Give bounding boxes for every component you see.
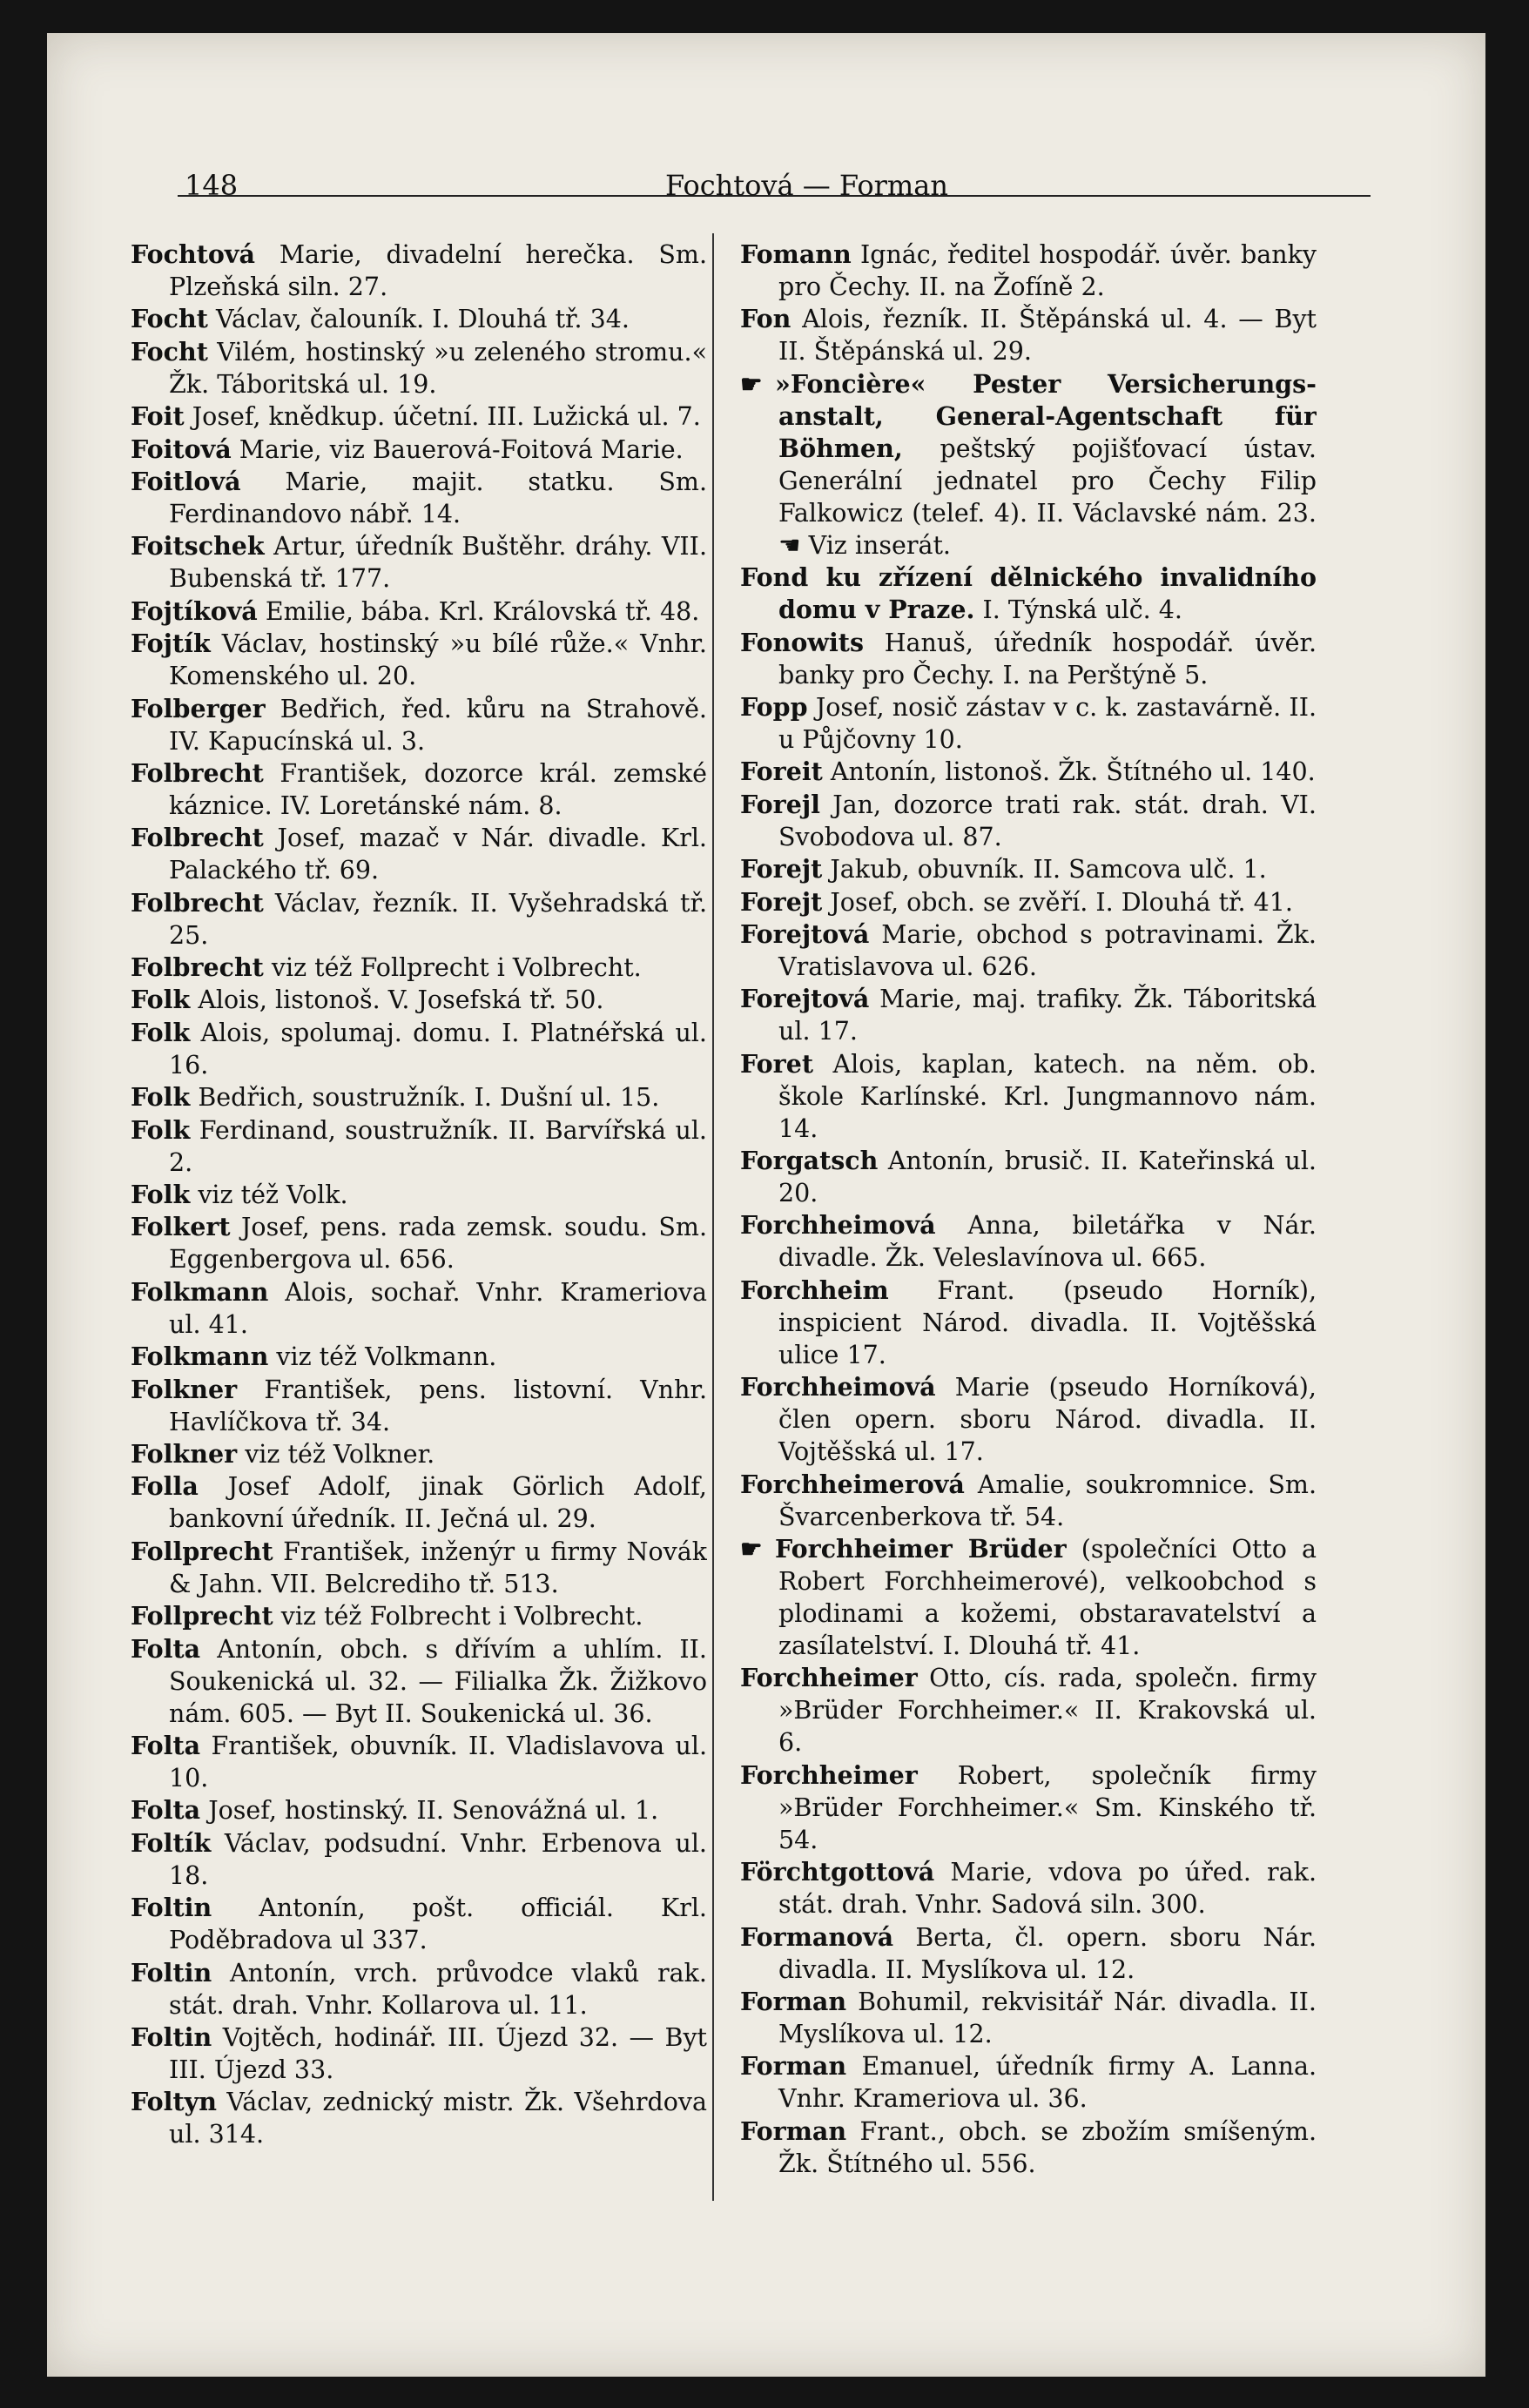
directory-entry (131, 239, 707, 303)
entry-details: Václav, zednický mistr. Žk. Všehrdova ul. 314. (169, 2088, 707, 2149)
directory-entry (131, 1114, 707, 1179)
directory-entry (740, 853, 1317, 885)
entry-name: Formanová (740, 1921, 894, 1952)
entry-name: Fojtík (131, 629, 211, 659)
directory-entry (131, 1081, 707, 1113)
directory-entry (740, 1371, 1317, 1468)
entry-name: Fojtíková (131, 595, 258, 626)
entry-name: Focht (131, 336, 208, 367)
running-header (178, 143, 1371, 202)
entry-details: Emanuel, úředník firmy A. Lanna. Vnhr. Krameriova ul. 36. (778, 2052, 1317, 2114)
directory-entry (131, 1211, 707, 1275)
entry-name: Forman (740, 1986, 847, 2016)
directory-entry (740, 1662, 1317, 1759)
entry-name: Folk (131, 1180, 191, 1210)
entry-name: Foltin (131, 1893, 212, 1923)
column-divider (712, 233, 714, 2201)
entry-details: Marie, vdova po úřed. rak. stát. drah. Vnhr. Sadová siln. 300. (778, 1858, 1317, 1920)
entry-details: Bedřich, soustružník. I. Dušní ul. 15. (198, 1083, 660, 1113)
entry-name: Follprecht (131, 1536, 273, 1566)
entry-name: Folkmann (131, 1342, 269, 1372)
entry-details: Marie, majit. statku. Sm. Ferdinandovo nábř. 14. (169, 467, 707, 528)
entry-name: Follprecht (131, 1601, 273, 1631)
entry-name: Fopp (740, 691, 808, 722)
entry-name: Folta (131, 1795, 201, 1826)
entry-details: viz též Follprecht i Volbrecht. (271, 953, 642, 983)
entry-details: Josef, nosič zástav v c. k. zastavárně. II. u Půjčovny 10. (778, 692, 1317, 754)
page-number: 148 (185, 169, 239, 202)
entry-name: Forejl (740, 789, 820, 819)
directory-entry (740, 691, 1317, 756)
entry-name: Folta (131, 1633, 201, 1664)
entry-details: Josef Adolf, jinak Görlich Adolf, bankovní úředník. II. Ječná ul. 29. (169, 1472, 707, 1534)
directory-entry (131, 1730, 707, 1794)
entry-details: Alois, spolumaj. domu. I. Platnéřská ul. 16. (169, 1018, 707, 1080)
directory-entry (131, 1827, 707, 1892)
entry-name: Forejt (740, 886, 823, 917)
directory-entry (131, 336, 707, 400)
entry-name: Folk (131, 1017, 191, 1047)
directory-entry (740, 1986, 1317, 2050)
entry-name: Forejtová (740, 918, 870, 949)
entry-name: Folkner (131, 1374, 238, 1404)
entry-name: Folkert (131, 1212, 231, 1242)
entry-details: Václav, řezník. II. Vyšehradská tř. 25. (169, 888, 707, 950)
directory-entry (740, 789, 1317, 853)
entry-name: Fomann (740, 239, 852, 269)
directory-entry (740, 2050, 1317, 2115)
entry-details: František, dozorce král. zemské káznice. IV. Loretánské nám. 8. (169, 758, 707, 820)
entry-details: Vilém, hostinský »u zeleného stromu.« Žk. Táboritská ul. 19. (169, 337, 707, 399)
entry-name: Foitschek (131, 531, 265, 562)
directory-entry (131, 1374, 707, 1438)
entry-name: Foret (740, 1048, 813, 1079)
running-title: Fochtová — Forman (665, 169, 948, 202)
entry-name: Folkner (131, 1438, 238, 1469)
directory-entry (740, 756, 1317, 788)
directory-entry (740, 983, 1317, 1047)
directory-entry (131, 757, 707, 822)
directory-entry (131, 1276, 707, 1341)
entry-details: viz též Volkmann. (276, 1342, 497, 1372)
directory-entry (131, 1600, 707, 1632)
entry-details: Robert, společník firmy »Brüder Forchheimer.« Sm. Kinského tř. 54. (778, 1760, 1317, 1854)
entry-details: Otto, cís. rada, společn. firmy »Brüder Forchheimer.« II. Krakovská ul. 6. (778, 1664, 1317, 1758)
directory-entry (740, 368, 1317, 562)
entry-details: Emilie, bába. Krl. Královská tř. 48. (265, 596, 700, 626)
directory-entry (131, 1341, 707, 1373)
entry-details: Alois, řezník. II. Štěpánská ul. 4. — Byt II. Štěpánská ul. 29. (778, 305, 1317, 367)
directory-entry (131, 1438, 707, 1470)
directory-entry (131, 822, 707, 886)
entry-details: viz též Folbrecht i Volbrecht. (280, 1602, 643, 1631)
entry-details: František, pens. listovní. Vnhr. Havlíčkova tř. 34. (169, 1375, 707, 1436)
directory-entry (740, 1048, 1317, 1145)
entry-name: Folbrecht (131, 887, 264, 918)
directory-entry (740, 886, 1317, 918)
directory-entry (740, 303, 1317, 367)
directory-entry (740, 1856, 1317, 1920)
entry-details: Marie, maj. trafiky. Žk. Táboritská ul. 17. (778, 985, 1317, 1046)
directory-entry (131, 1957, 707, 2021)
entry-details: Václav, čalouník. I. Dlouhá tř. 34. (216, 305, 630, 334)
entry-details: Marie, divadelní herečka. Sm. Plzeňská siln. 27. (169, 240, 707, 301)
directory-entry (131, 887, 707, 952)
entry-details: Alois, kaplan, katech. na něm. ob. škole Karlínské. Krl. Jungmannovo nám. 14. (778, 1049, 1317, 1143)
entry-name: Folk (131, 985, 191, 1015)
entry-details: Josef, knědkup. účetní. III. Lužická ul. 7. (192, 402, 701, 432)
entry-name: Fochtová (131, 239, 255, 269)
entry-name: Fond ku zřízení dělnického invalidního domu v Praze. (740, 562, 1317, 625)
entry-name: Folkmann (131, 1276, 269, 1307)
entry-details: Bohumil, rekvisitář Nár. divadla. II. Myslíkova ul. 12. (778, 1987, 1317, 2048)
entry-name: Foltyn (131, 2087, 217, 2117)
entry-name: Förchtgottová (740, 1857, 935, 1887)
entry-name: Folk (131, 1114, 191, 1145)
entry-details: Alois, sochař. Vnhr. Krameriova ul. 41. (169, 1277, 707, 1339)
pointing-hand-icon: ☛ (740, 1534, 763, 1564)
directory-entry (131, 466, 707, 530)
entry-name: Folberger (131, 693, 266, 723)
directory-entry (131, 1633, 707, 1730)
entry-details: Bedřich, řed. kůru na Strahově. IV. Kapucínská ul. 3. (169, 694, 707, 756)
entry-name: Foltík (131, 1827, 212, 1858)
entry-details: Artur, úředník Buštěhr. dráhy. VII. Bubenská tř. 177. (169, 532, 707, 594)
entry-name: Folta (131, 1730, 201, 1760)
directory-entry (131, 1017, 707, 1081)
left-column (131, 239, 707, 2241)
entry-details: Anna, biletářka v Nár. divadle. Žk. Veleslavínova ul. 665. (778, 1211, 1317, 1273)
entry-details: Josef, pens. rada zemsk. soudu. Sm. Eggenbergova ul. 656. (169, 1213, 707, 1275)
entry-details: Antonín, brusič. II. Kateřinská ul. 20. (778, 1147, 1317, 1208)
entry-details: Amalie, soukromnice. Sm. Švarcenberkova tř. 54. (778, 1470, 1317, 1531)
entry-details: Berta, čl. opern. sboru Nár. divadla. II. Myslíkova ul. 12. (778, 1922, 1317, 1984)
directory-entry (740, 1469, 1317, 1533)
entry-name: Forchheimer (740, 1663, 918, 1693)
entry-name: Forman (740, 2051, 847, 2082)
entry-details: Frant., obch. se zbožím smíšeným. Žk. Štítného ul. 556. (778, 2116, 1317, 2178)
entry-name: Foitová (131, 434, 232, 464)
entry-details: František, inženýr u firmy Novák & Jahn. VII. Belcrediho tř. 513. (169, 1537, 707, 1598)
entry-details: Antonín, vrch. průvodce vlaků rak. stát. drah. Vnhr. Kollarova ul. 11. (169, 1958, 707, 2020)
directory-entry (740, 627, 1317, 691)
entry-details: I. Týnská ulč. 4. (982, 595, 1182, 625)
entry-details: Frant. (pseudo Horník), inspicient Národ. divadla. II. Vojtěšská ulice 17. (778, 1275, 1317, 1369)
entry-details: Antonín, listonoš. Žk. Štítného ul. 140. (830, 757, 1316, 787)
entry-name: Folbrecht (131, 823, 264, 853)
directory-entry (131, 1536, 707, 1600)
entry-name: Folk (131, 1082, 191, 1113)
entry-name: Forchheimer (740, 1759, 918, 1790)
entry-details: (společníci Otto a Robert Forchheimerové), velkoobchod s plodinami a kožemi, obstaravatelství a zasílatelství. I. Dlouhá tř. 41. (778, 1535, 1317, 1661)
entry-name: Folbrecht (131, 952, 264, 983)
entry-details: Marie, viz Bauerová-Foitová Marie. (239, 434, 684, 464)
entry-name: Fon (740, 304, 791, 334)
entry-name: Forejtová (740, 984, 870, 1014)
entry-name: Forman (740, 2115, 847, 2146)
directory-entry (131, 595, 707, 628)
entry-details: Ignác, ředitel hospodář. úvěr. banky pro Čechy. II. na Žofíně 2. (778, 240, 1317, 301)
entry-details: Alois, listonoš. V. Josefská tř. 50. (198, 985, 604, 1015)
directory-entry (131, 303, 707, 335)
entry-details: Václav, hostinský »u bílé růže.« Vnhr. Komenského ul. 20. (169, 629, 707, 691)
right-column (740, 239, 1317, 2241)
entry-name: Fonowits (740, 627, 864, 657)
entry-details: Josef, obch. se zvěří. I. Dlouhá tř. 41. (830, 887, 1293, 917)
entry-details: Hanuš, úředník hospodář. úvěr. banky pro Čechy. I. na Perštýně 5. (778, 628, 1317, 689)
directory-entry (131, 952, 707, 984)
entry-details: peštský pojišťovací ústav. Generální jednatel pro Čechy Filip Falkowicz (telef. 4). II. Václavské nám. 23. ☚ Viz inserát. (778, 434, 1317, 560)
directory-entry (131, 1470, 707, 1535)
directory-entry (740, 918, 1317, 983)
directory-entry (131, 1794, 707, 1826)
directory-entry (740, 1921, 1317, 1986)
directory-entry (740, 1145, 1317, 1209)
entry-details: Jakub, obuvník. II. Samcova ulč. 1. (830, 855, 1267, 885)
entry-name: Forchheimer Brüder (775, 1534, 1067, 1564)
directory-entry (131, 1892, 707, 1956)
entry-details: František, obuvník. II. Vladislavova ul. 10. (169, 1731, 707, 1793)
entry-details: viz též Volk. (198, 1180, 348, 1210)
directory-entry (131, 400, 707, 433)
entry-name: Forejt (740, 854, 823, 885)
entry-name: Folla (131, 1471, 199, 1502)
entry-details: Antonín, pošt. officiál. Krl. Poděbradova ul 337. (169, 1893, 707, 1955)
entry-details: Josef, mazač v Nár. divadle. Krl. Palackého tř. 69. (169, 824, 707, 885)
entry-details: Antonín, obch. s dřívím a uhlím. II. Soukenická ul. 32. — Filialka Žk. Žižkovo nám. 605. — Byt II. Soukenická ul. 36. (169, 1634, 707, 1728)
directory-entry (131, 984, 707, 1016)
directory-entry (131, 2086, 707, 2150)
entry-name: Forgatsch (740, 1146, 879, 1176)
directory-entry (131, 693, 707, 757)
directory-entry (131, 434, 707, 466)
entry-details: Ferdinand, soustružník. II. Barvířská ul. 2. (169, 1115, 707, 1177)
entry-details: Marie (pseudo Horníková), člen opern. sboru Národ. divadla. II. Vojtěšská ul. 17. (778, 1373, 1317, 1467)
entry-details: Jan, dozorce trati rak. stát. drah. VI. Svobodova ul. 87. (778, 790, 1317, 851)
directory-entry (740, 1759, 1317, 1856)
directory-entry (740, 1533, 1317, 1662)
entry-name: Forchheimerová (740, 1469, 965, 1499)
entry-name: Foit (131, 401, 185, 432)
directory-entry (131, 628, 707, 692)
entry-name: Forchheim (740, 1275, 889, 1305)
entry-name: Forchheimová (740, 1210, 936, 1241)
entry-name: Folbrecht (131, 757, 264, 788)
entry-name: Foreit (740, 757, 823, 787)
entry-name: Forchheimová (740, 1372, 936, 1402)
entry-details: Josef, hostinský. II. Senovážná ul. 1. (208, 1796, 659, 1826)
directory-entry (740, 1209, 1317, 1274)
pointing-hand-icon: ☛ (740, 368, 763, 399)
entry-details: Vojtěch, hodinář. III. Újezd 32. — Byt III. Újezd 33. (169, 2022, 707, 2084)
directory-entry (131, 2021, 707, 2086)
directory-entry (131, 1179, 707, 1211)
directory-entry (740, 562, 1317, 626)
entry-name: Foltin (131, 1957, 212, 1988)
directory-entry (740, 239, 1317, 303)
entry-details: viz též Volkner. (245, 1439, 435, 1469)
entry-details: Václav, podsudní. Vnhr. Erbenova ul. 18. (169, 1828, 707, 1890)
entry-name: »Foncière« Pester Versicherungs-anstalt, General-Agentschaft für Böhmen, (775, 368, 1317, 463)
directory-entry (740, 1275, 1317, 1371)
entry-name: Foltin (131, 2021, 212, 2052)
entry-name: Foitlová (131, 466, 241, 496)
entry-details: Marie, obchod s potravinami. Žk. Vratislavova ul. 626. (778, 919, 1317, 981)
entry-name: Focht (131, 304, 208, 334)
directory-entry (131, 530, 707, 595)
directory-entry (740, 2115, 1317, 2180)
